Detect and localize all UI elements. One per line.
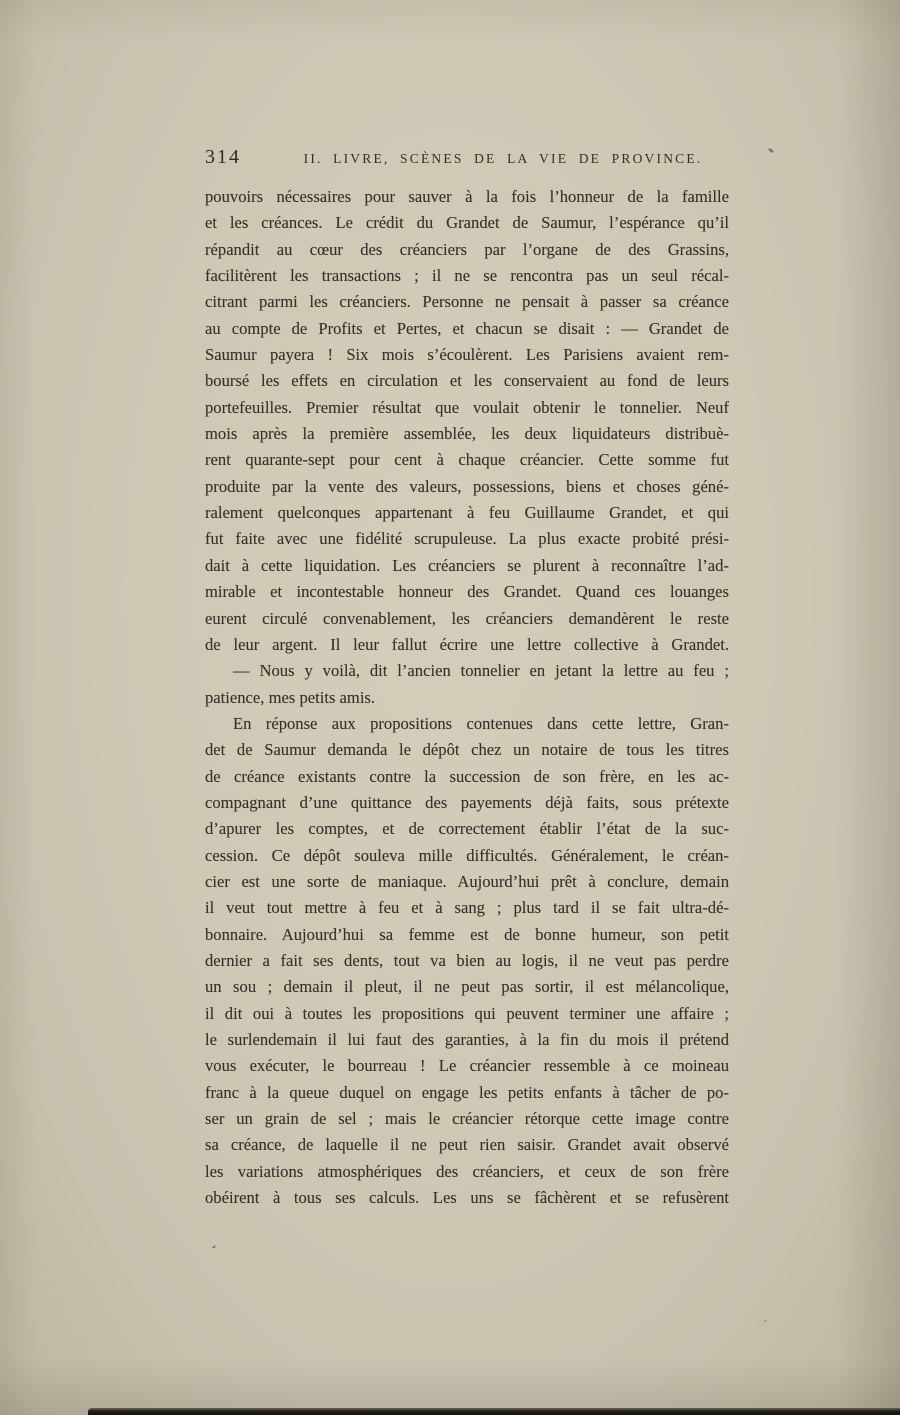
- text-line: facilitèrent les transactions ; il ne se rencontra pas un seul récal-: [205, 266, 729, 286]
- text-line: En réponse aux propositions contenues dans cette lettre, Gran-: [233, 713, 729, 733]
- text-line: dait à cette liquidation. Les créanciers se plurent à reconnaître l’ad-: [205, 555, 729, 575]
- page-content: [205, 146, 729, 1211]
- page-number: 314: [205, 146, 241, 168]
- text-line: pouvoirs nécessaires pour sauver à la fois l’honneur de la famille: [205, 187, 729, 206]
- text-line: ralement quelconques appartenant à feu Guillaume Grandet, et qui: [205, 503, 729, 523]
- text-line: citrant parmi les créanciers. Personne ne pensait à passer sa créance: [205, 292, 729, 312]
- text-line: cession. Ce dépôt souleva mille difficultés. Généralement, le créan-: [205, 845, 729, 865]
- text-line: patience, mes petits amis.: [205, 687, 376, 707]
- text-line: boursé les effets en circulation et les conservaient au fond de leurs: [205, 371, 729, 391]
- text-line: ser un grain de sel ; mais le créancier rétorque cette image contre: [205, 1109, 729, 1129]
- text-line: Saumur payera ! Six mois s’écoulèrent. Les Parisiens avaient rem-: [205, 345, 729, 365]
- scan-edge: [88, 1408, 900, 1415]
- text-line: eurent circulé convenablement, les créanciers demandèrent le reste: [205, 608, 729, 628]
- text-line: vous exécuter, le bourreau ! Le créancier ressemble à ce moineau: [205, 1056, 729, 1076]
- text-line: les variations atmosphériques des créanciers, et ceux de son frère: [205, 1161, 729, 1181]
- text-line: produite par la vente des valeurs, possessions, biens et choses géné-: [205, 476, 729, 496]
- text-line: det de Saumur demanda le dépôt chez un notaire de tous les titres: [205, 740, 729, 760]
- text-line: sa créance, de laquelle il ne peut rien saisir. Grandet avait observé: [205, 1135, 729, 1155]
- text-line: rent quarante-sept pour cent à chaque créancier. Cette somme fut: [205, 450, 729, 470]
- text-line: au compte de Profits et Pertes, et chacun se disait : — Grandet de: [205, 318, 729, 338]
- paper-speck: [768, 148, 775, 154]
- text-block: [205, 184, 729, 1211]
- text-line: obéirent à tous ses calculs. Les uns se fâchèrent et se refusèrent: [205, 1188, 729, 1208]
- text-line: dernier a fait ses dents, tout va bien au logis, il ne veut pas perdre: [205, 950, 729, 970]
- text-line: il veut tout mettre à feu et à sang ; plus tard il se fait ultra-dé-: [205, 898, 729, 918]
- page-header: [205, 146, 729, 169]
- text-line: un sou ; demain il pleut, il ne peut pas sortir, il est mélancolique,: [205, 977, 729, 997]
- paragraph: [205, 711, 729, 1212]
- text-line: il dit oui à toutes les propositions qui peuvent terminer une affaire ;: [205, 1003, 729, 1023]
- paragraph: [205, 184, 729, 658]
- text-line: bonnaire. Aujourd’hui sa femme est de bonne humeur, son petit: [205, 924, 729, 944]
- text-line: fut faite avec une fidélité scrupuleuse. La plus exacte probité prési-: [205, 529, 729, 549]
- text-line: de leur argent. Il leur fallut écrire une lettre collective à Grandet.: [205, 634, 729, 654]
- text-line: mois après la première assemblée, les deux liquidateurs distribuè-: [205, 424, 729, 444]
- text-line: franc à la queue duquel on engage les petits enfants à tâcher de po-: [205, 1082, 729, 1102]
- text-line: répandit au cœur des créanciers par l’organe de des Grassins,: [205, 239, 729, 259]
- paragraph: [205, 658, 729, 711]
- text-line: — Nous y voilà, dit l’ancien tonnelier en jetant la lettre au feu ;: [233, 661, 729, 681]
- text-line: de créance existants contre la succession de son frère, en les ac-: [205, 766, 729, 786]
- text-line: cier est une sorte de maniaque. Aujourd’hui prêt à conclure, demain: [205, 871, 729, 891]
- paper-speck: [212, 1245, 216, 1249]
- text-line: et les créances. Le crédit du Grandet de Saumur, l’espérance qu’il: [205, 213, 729, 233]
- text-line: compagnant d’une quittance des payements déjà faits, sous prétexte: [205, 792, 729, 812]
- text-line: le surlendemain il lui faut des garanties, à la fin du mois il prétend: [205, 1030, 729, 1049]
- running-header: II. LIVRE, SCÈNES DE LA VIE DE PROVINCE.: [303, 151, 703, 166]
- text-line: d’apurer les comptes, et de correctement établir l’état de la suc-: [205, 819, 729, 839]
- text-line: mirable et incontestable honneur des Grandet. Quand ces louanges: [205, 582, 729, 602]
- paper-speck: [764, 1320, 767, 1322]
- text-line: portefeuilles. Premier résultat que voulait obtenir le tonnelier. Neuf: [205, 397, 729, 417]
